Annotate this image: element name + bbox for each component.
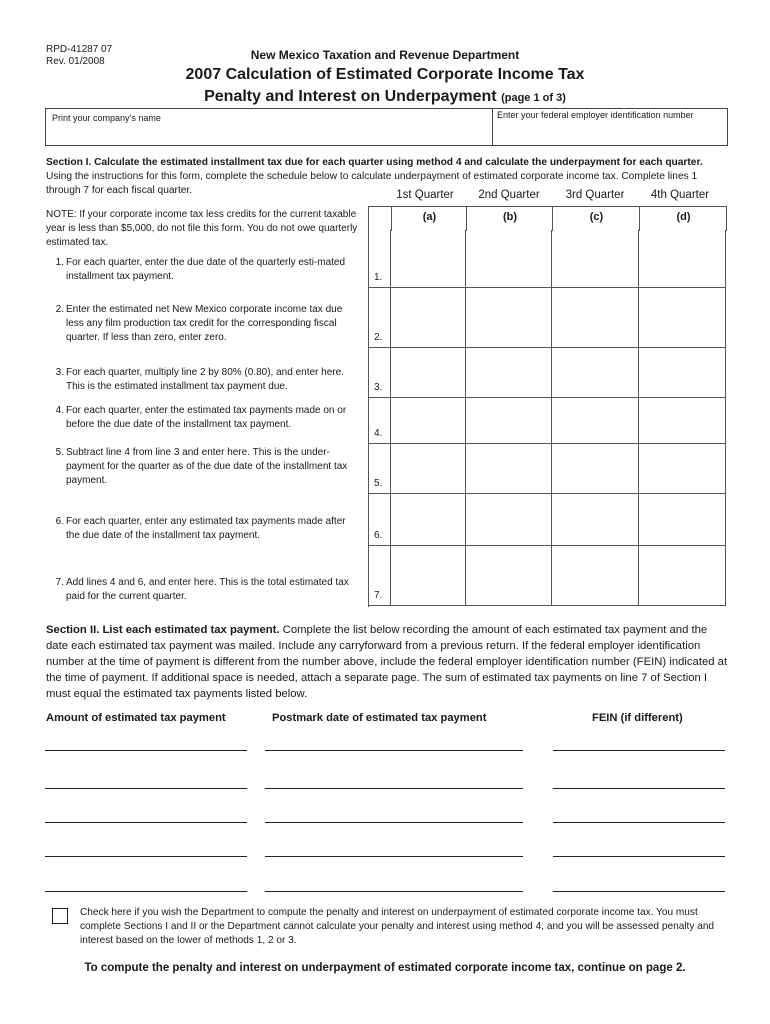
line-3-description: 3. For each quarter, multiply line 2 by 80% (0.80), and enter here. This is the estimated installment tax payment due. — [55, 367, 344, 392]
line-1-quarter-1-input[interactable] — [391, 230, 466, 288]
line-5-quarter-3-input[interactable] — [552, 444, 639, 494]
line-4-quarter-1-input[interactable] — [391, 398, 466, 444]
col-header-a: (a) — [392, 207, 467, 231]
col-title-postmark: Postmark date of estimated tax payment — [272, 712, 487, 724]
form-subtitle: Penalty and Interest on Underpayment (page 1 of 3) — [204, 88, 566, 105]
fein-field[interactable] — [492, 108, 728, 146]
fein-line[interactable] — [553, 891, 725, 892]
line-number: 3. — [374, 382, 383, 393]
line-3-number-cell — [368, 348, 391, 398]
form-number: RPD-41287 07 — [46, 44, 113, 55]
footer-instruction: To compute the penalty and interest on underpayment of estimated corporate income tax, continue on page 2. — [84, 962, 686, 974]
payment-amount-line[interactable] — [45, 856, 247, 857]
line-3-quarter-4-input[interactable] — [639, 348, 726, 398]
line-7-quarter-2-input[interactable] — [466, 546, 552, 606]
line-2-quarter-4-input[interactable] — [639, 288, 726, 348]
fein-line[interactable] — [553, 750, 725, 751]
postmark-date-line[interactable] — [265, 788, 523, 789]
line-3-quarter-3-input[interactable] — [552, 348, 639, 398]
line-7-number-cell — [368, 546, 391, 606]
line-6-quarter-1-input[interactable] — [391, 494, 466, 546]
line-4-quarter-3-input[interactable] — [552, 398, 639, 444]
line-5-quarter-4-input[interactable] — [639, 444, 726, 494]
line-2-quarter-1-input[interactable] — [391, 288, 466, 348]
postmark-date-line[interactable] — [265, 856, 523, 857]
line-6-number-cell — [368, 494, 391, 546]
col-header-d: (d) — [640, 207, 727, 231]
line-4-description: 4. For each quarter, enter the estimated tax payments made on or before the due date of the installment tax payment. — [55, 405, 347, 430]
line-7-quarter-1-input[interactable] — [391, 546, 466, 606]
line-5-quarter-1-input[interactable] — [391, 444, 466, 494]
line-6-quarter-3-input[interactable] — [552, 494, 639, 546]
col-title-amount: Amount of estimated tax payment — [46, 712, 226, 724]
postmark-date-line[interactable] — [265, 822, 523, 823]
fein-line[interactable] — [553, 822, 725, 823]
payment-amount-line[interactable] — [45, 788, 247, 789]
col-header-b: (b) — [467, 207, 553, 231]
line-number: 1. — [374, 272, 383, 283]
line-1-quarter-3-input[interactable] — [552, 230, 639, 288]
line-1-number-cell — [368, 230, 391, 288]
line-2-number-cell — [368, 288, 391, 348]
line-5-number-cell — [368, 444, 391, 494]
line-7-description: 7. Add lines 4 and 6, and enter here. This is the total estimated tax paid for the current quarter. — [55, 577, 349, 602]
fein-line[interactable] — [553, 788, 725, 789]
quarter-header-3: 3rd Quarter — [565, 189, 625, 201]
payment-amount-line[interactable] — [45, 822, 247, 823]
page-indicator: (page 1 of 3) — [501, 92, 566, 104]
line-1-description: 1. For each quarter, enter the due date of the quarterly esti-mated installment tax payment. — [55, 257, 346, 282]
form-title: 2007 Calculation of Estimated Corporate Income Tax — [185, 66, 585, 83]
quarter-header-2: 2nd Quarter — [478, 189, 540, 201]
line-7-quarter-4-input[interactable] — [639, 546, 726, 606]
fein-label: Enter your federal employer identification number — [497, 110, 694, 120]
line-3-quarter-1-input[interactable] — [391, 348, 466, 398]
line-4-quarter-2-input[interactable] — [466, 398, 552, 444]
line-6-quarter-4-input[interactable] — [639, 494, 726, 546]
line-number: 2. — [374, 332, 383, 343]
col-title-fein: FEIN (if different) — [592, 712, 683, 724]
line-4-number-cell — [368, 398, 391, 444]
section1-heading: Section I. Calculate the estimated installment tax due for each quarter using method 4 and calculate the underpayment for each quarter. Using the instructions for this form, complete the schedule below to calculate underpayment of estimated corporate income tax. Complete lines 1 through 7 for each fiscal quarter. — [46, 157, 703, 196]
postmark-date-line[interactable] — [265, 750, 523, 751]
line-4-quarter-4-input[interactable] — [639, 398, 726, 444]
line-5-description: 5. Subtract line 4 from line 3 and enter here. This is the under-payment for the quarter as of the due date of the installment tax payment. — [55, 447, 348, 486]
department-name: New Mexico Taxation and Revenue Department — [250, 48, 520, 62]
quarter-header-1: 1st Quarter — [396, 189, 454, 201]
line-number: 4. — [374, 428, 383, 439]
line-2-quarter-2-input[interactable] — [466, 288, 552, 348]
line-2-description: 2. Enter the estimated net New Mexico corporate income tax due less any film production tax credit for the corresponding fiscal quarter. If less than zero, enter zero. — [55, 304, 343, 343]
line-7-quarter-3-input[interactable] — [552, 546, 639, 606]
line-1-quarter-2-input[interactable] — [466, 230, 552, 288]
line-number: 5. — [374, 478, 383, 489]
line-6-quarter-2-input[interactable] — [466, 494, 552, 546]
section1-note: NOTE: If your corporate income tax less credits for the current taxable year is less than $5,000, do not file this form. You do not owe quarterly estimated tax. — [46, 209, 358, 248]
postmark-date-line[interactable] — [265, 891, 523, 892]
line-number: 6. — [374, 530, 383, 541]
company-name-label: Print your company’s name — [52, 113, 161, 123]
quarter-header-4: 4th Quarter — [650, 189, 710, 201]
col-header-c: (c) — [553, 207, 640, 231]
payment-amount-line[interactable] — [45, 891, 247, 892]
grid-num-col-header — [369, 207, 392, 231]
checkbox-instructions: Check here if you wish the Department to compute the penalty and interest on underpayment of estimated corporate income tax. You must complete Sections I and II or the Department cannot calculate your penalty and interest using method 4, and you will be assessed penalty and interest based on the lower of methods 1, 2 or 3. — [80, 907, 715, 946]
company-name-field[interactable] — [45, 108, 493, 146]
fein-line[interactable] — [553, 856, 725, 857]
line-1-quarter-4-input[interactable] — [639, 230, 726, 288]
section2-heading: Section II. List each estimated tax payment. Complete the list below recording the amount of each estimated tax payment and the date each estimated tax payment was mailed. Include any carryforward from a previous return. If the federal employer identification number at the time of payment is different from the number above, include the federal employer identification number (FEIN) indicated at the time of payment. If additional space is needed, attach a separate page. The sum of estimated tax payments on line 7 of Section I must equal the estimated tax payments listed below. — [46, 624, 728, 700]
line-3-quarter-2-input[interactable] — [466, 348, 552, 398]
line-6-description: 6. For each quarter, enter any estimated tax payments made after the due date of the installment tax payment. — [55, 516, 346, 541]
line-number: 7. — [374, 590, 383, 601]
line-2-quarter-3-input[interactable] — [552, 288, 639, 348]
line-5-quarter-2-input[interactable] — [466, 444, 552, 494]
compute-penalty-checkbox[interactable] — [52, 908, 68, 924]
payment-amount-line[interactable] — [45, 750, 247, 751]
form-revision: Rev. 01/2008 — [46, 56, 105, 67]
